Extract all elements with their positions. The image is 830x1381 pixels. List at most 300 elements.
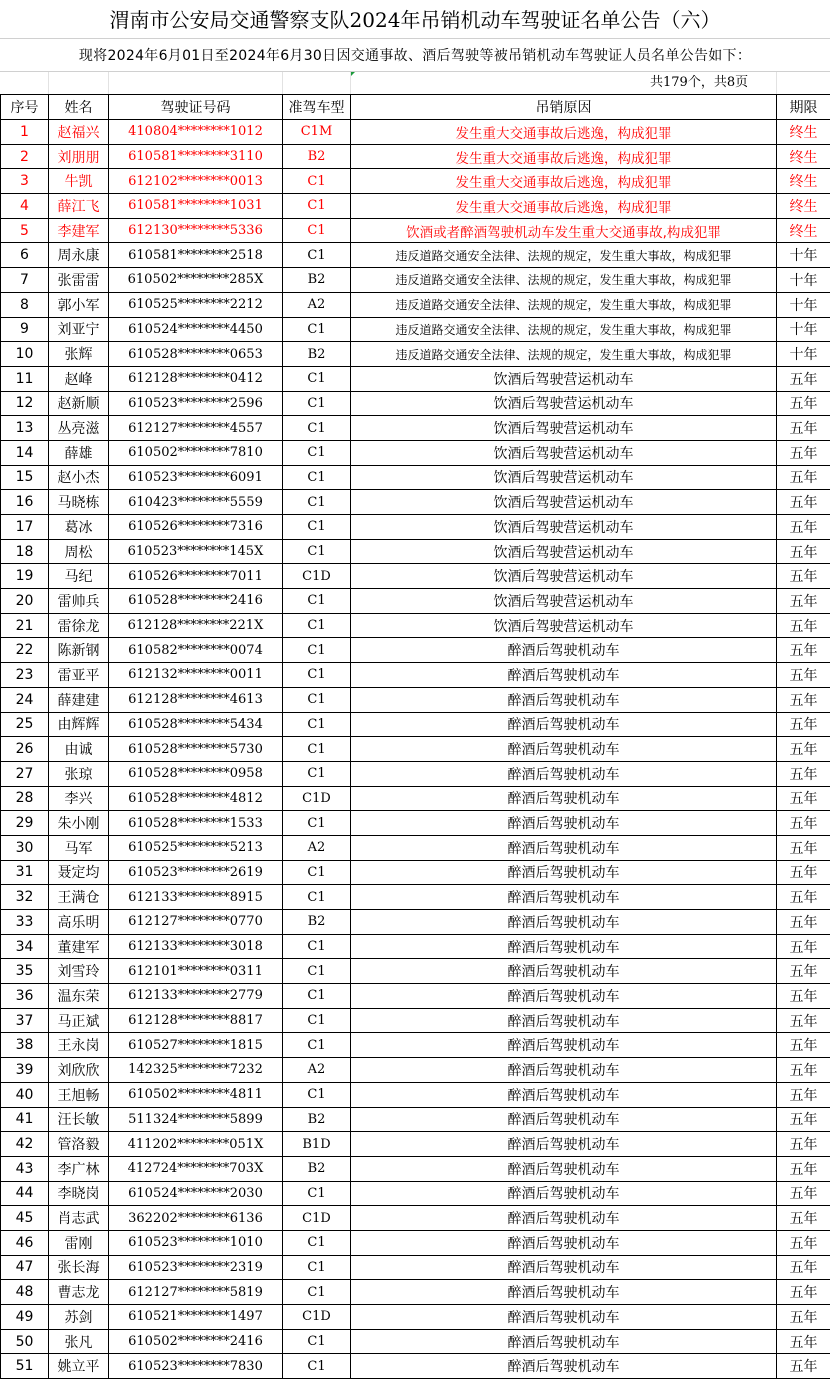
- cell-term: 五年: [777, 835, 830, 860]
- cell-vehicle-class: C1M: [283, 120, 351, 145]
- cell-reason: 醉酒后驾驶机动车: [351, 1058, 777, 1083]
- cell-reason: 饮酒后驾驶营运机动车: [351, 589, 777, 614]
- cell-reason: 发生重大交通事故后逃逸，构成犯罪: [351, 169, 777, 194]
- cell-term: 五年: [777, 613, 830, 638]
- cell-term: 五年: [777, 1206, 830, 1231]
- cell-reason: 饮酒后驾驶营运机动车: [351, 465, 777, 490]
- table-row: [1, 169, 830, 194]
- cell-vehicle-class: C1: [283, 885, 351, 910]
- cell-seq: 3: [1, 169, 49, 194]
- table-row: [1, 243, 830, 268]
- cell-name: 马军: [49, 835, 109, 860]
- cell-term: 五年: [777, 1156, 830, 1181]
- table-header-row: [1, 95, 830, 120]
- cell-vehicle-class: C1: [283, 638, 351, 663]
- cell-reason: 饮酒后驾驶营运机动车: [351, 539, 777, 564]
- cell-name: 赵小杰: [49, 465, 109, 490]
- cell-name: 温东荣: [49, 984, 109, 1009]
- cell-seq: 25: [1, 712, 49, 737]
- cell-name: 李建军: [49, 218, 109, 243]
- cell-license-no: 610528********0958: [109, 761, 283, 786]
- cell-name: 张辉: [49, 342, 109, 367]
- cell-reason: 饮酒后驾驶营运机动车: [351, 515, 777, 540]
- table-row: [1, 1305, 830, 1330]
- intro-text: 现将2024年6月01日至2024年6月30日因交通事故、酒后驾驶等被吊销机动车驾驶证人员名单公告如下：: [0, 39, 830, 72]
- cell-vehicle-class: C1: [283, 243, 351, 268]
- page-title: 渭南市公安局交通警察支队2024年吊销机动车驾驶证名单公告（六）: [0, 0, 830, 39]
- cell-name: 朱小刚: [49, 811, 109, 836]
- cell-license-no: 612133********2779: [109, 984, 283, 1009]
- table-row: [1, 292, 830, 317]
- cell-vehicle-class: C1: [283, 391, 351, 416]
- cell-reason: 饮酒后驾驶营运机动车: [351, 564, 777, 589]
- cell-name: 周永康: [49, 243, 109, 268]
- table-row: [1, 984, 830, 1009]
- cell-vehicle-class: B1D: [283, 1132, 351, 1157]
- cell-name: 刘亚宁: [49, 317, 109, 342]
- cell-name: 郭小军: [49, 292, 109, 317]
- table-row: [1, 1181, 830, 1206]
- cell-seq: 45: [1, 1206, 49, 1231]
- cell-vehicle-class: C1: [283, 218, 351, 243]
- cell-name: 张长海: [49, 1255, 109, 1280]
- table-row: [1, 761, 830, 786]
- table-row: [1, 1206, 830, 1231]
- cell-name: 王满仓: [49, 885, 109, 910]
- table-row: [1, 1329, 830, 1354]
- grid-line: [282, 72, 283, 94]
- cell-term: 五年: [777, 934, 830, 959]
- cell-license-no: 610526********7316: [109, 515, 283, 540]
- cell-seq: 7: [1, 268, 49, 293]
- table-row: [1, 1107, 830, 1132]
- cell-reason: 发生重大交通事故后逃逸，构成犯罪: [351, 194, 777, 219]
- header-seq: 序号: [1, 95, 49, 120]
- cell-term: 五年: [777, 687, 830, 712]
- cell-vehicle-class: B2: [283, 1107, 351, 1132]
- cell-reason: 醉酒后驾驶机动车: [351, 835, 777, 860]
- cell-reason: 饮酒后驾驶营运机动车: [351, 490, 777, 515]
- cell-license-no: 511324********5899: [109, 1107, 283, 1132]
- cell-name: 雷亚平: [49, 663, 109, 688]
- cell-term: 五年: [777, 984, 830, 1009]
- cell-reason: 发生重大交通事故后逃逸，构成犯罪: [351, 144, 777, 169]
- cell-vehicle-class: C1: [283, 737, 351, 762]
- cell-reason: 违反道路交通安全法律、法规的规定，发生重大事故，构成犯罪: [351, 243, 777, 268]
- cell-term: 五年: [777, 1082, 830, 1107]
- cell-reason: 醉酒后驾驶机动车: [351, 786, 777, 811]
- cell-seq: 13: [1, 416, 49, 441]
- cell-term: 五年: [777, 860, 830, 885]
- cell-seq: 1: [1, 120, 49, 145]
- cell-name: 张琼: [49, 761, 109, 786]
- cell-vehicle-class: C1: [283, 761, 351, 786]
- cell-reason: 醉酒后驾驶机动车: [351, 1230, 777, 1255]
- cell-name: 雷帅兵: [49, 589, 109, 614]
- cell-term: 五年: [777, 959, 830, 984]
- cell-reason: 醉酒后驾驶机动车: [351, 885, 777, 910]
- table-row: [1, 712, 830, 737]
- table-row: [1, 490, 830, 515]
- cell-seq: 19: [1, 564, 49, 589]
- cell-term: 五年: [777, 564, 830, 589]
- cell-vehicle-class: C1: [283, 984, 351, 1009]
- cell-seq: 4: [1, 194, 49, 219]
- cell-name: 苏剑: [49, 1305, 109, 1330]
- cell-term: 五年: [777, 1033, 830, 1058]
- header-name: 姓名: [49, 95, 109, 120]
- cell-term: 终生: [777, 120, 830, 145]
- cell-name: 薛江飞: [49, 194, 109, 219]
- cell-name: 刘雪玲: [49, 959, 109, 984]
- table-row: [1, 1230, 830, 1255]
- cell-name: 马晓栋: [49, 490, 109, 515]
- cell-license-no: 610502********285X: [109, 268, 283, 293]
- cell-license-no: 610524********4450: [109, 317, 283, 342]
- cell-vehicle-class: C1: [283, 934, 351, 959]
- cell-name: 马正斌: [49, 1008, 109, 1033]
- cell-reason: 醉酒后驾驶机动车: [351, 959, 777, 984]
- cell-reason: 醉酒后驾驶机动车: [351, 737, 777, 762]
- table-row: [1, 440, 830, 465]
- cell-reason: 醉酒后驾驶机动车: [351, 1008, 777, 1033]
- cell-seq: 40: [1, 1082, 49, 1107]
- cell-reason: 违反道路交通安全法律、法规的规定，发生重大事故，构成犯罪: [351, 317, 777, 342]
- cell-license-no: 362202********6136: [109, 1206, 283, 1231]
- cell-term: 五年: [777, 663, 830, 688]
- cell-seq: 51: [1, 1354, 49, 1379]
- cell-name: 马纪: [49, 564, 109, 589]
- cell-name: 姚立平: [49, 1354, 109, 1379]
- cell-license-no: 610521********1497: [109, 1305, 283, 1330]
- cell-name: 葛冰: [49, 515, 109, 540]
- cell-seq: 26: [1, 737, 49, 762]
- cell-seq: 5: [1, 218, 49, 243]
- cell-reason: 醉酒后驾驶机动车: [351, 1206, 777, 1231]
- cell-seq: 37: [1, 1008, 49, 1033]
- cell-seq: 24: [1, 687, 49, 712]
- cell-reason: 醉酒后驾驶机动车: [351, 1354, 777, 1379]
- cell-seq: 2: [1, 144, 49, 169]
- table-row: [1, 218, 830, 243]
- cell-seq: 22: [1, 638, 49, 663]
- cell-reason: 醉酒后驾驶机动车: [351, 984, 777, 1009]
- cell-reason: 醉酒后驾驶机动车: [351, 1255, 777, 1280]
- cell-term: 五年: [777, 465, 830, 490]
- cell-term: 五年: [777, 1280, 830, 1305]
- cell-name: 牛凯: [49, 169, 109, 194]
- cell-name: 薛雄: [49, 440, 109, 465]
- cell-license-no: 612133********3018: [109, 934, 283, 959]
- cell-reason: 醉酒后驾驶机动车: [351, 1132, 777, 1157]
- cell-license-no: 612127********5819: [109, 1280, 283, 1305]
- cell-vehicle-class: C1: [283, 1280, 351, 1305]
- cell-seq: 42: [1, 1132, 49, 1157]
- cell-term: 终生: [777, 144, 830, 169]
- cell-license-no: 411202********051X: [109, 1132, 283, 1157]
- cell-vehicle-class: C1: [283, 1082, 351, 1107]
- table-row: [1, 1280, 830, 1305]
- cell-term: 五年: [777, 638, 830, 663]
- cell-seq: 33: [1, 910, 49, 935]
- table-row: [1, 194, 830, 219]
- cell-license-no: 610523********2619: [109, 860, 283, 885]
- cell-vehicle-class: A2: [283, 1058, 351, 1083]
- header-license-no: 驾驶证号码: [109, 95, 283, 120]
- cell-reason: 醉酒后驾驶机动车: [351, 934, 777, 959]
- cell-reason: 醉酒后驾驶机动车: [351, 1156, 777, 1181]
- cell-name: 张凡: [49, 1329, 109, 1354]
- table-row: [1, 1132, 830, 1157]
- cell-reason: 醉酒后驾驶机动车: [351, 1329, 777, 1354]
- cell-term: 五年: [777, 589, 830, 614]
- cell-license-no: 612132********0011: [109, 663, 283, 688]
- cell-seq: 17: [1, 515, 49, 540]
- cell-term: 五年: [777, 490, 830, 515]
- cell-vehicle-class: C1: [283, 613, 351, 638]
- cell-term: 五年: [777, 1329, 830, 1354]
- cell-license-no: 610581********2518: [109, 243, 283, 268]
- cell-reason: 醉酒后驾驶机动车: [351, 910, 777, 935]
- cell-seq: 11: [1, 366, 49, 391]
- cell-license-no: 610502********4811: [109, 1082, 283, 1107]
- cell-term: 五年: [777, 1132, 830, 1157]
- cell-license-no: 612128********221X: [109, 613, 283, 638]
- cell-vehicle-class: C1: [283, 440, 351, 465]
- cell-license-no: 610502********7810: [109, 440, 283, 465]
- cell-name: 刘欣欣: [49, 1058, 109, 1083]
- cell-license-no: 610525********5213: [109, 835, 283, 860]
- cell-vehicle-class: C1: [283, 1181, 351, 1206]
- cell-term: 五年: [777, 786, 830, 811]
- cell-term: 终生: [777, 194, 830, 219]
- cell-license-no: 610527********1815: [109, 1033, 283, 1058]
- cell-term: 五年: [777, 885, 830, 910]
- cell-license-no: 610523********2596: [109, 391, 283, 416]
- table-row: [1, 465, 830, 490]
- cell-reason: 醉酒后驾驶机动车: [351, 663, 777, 688]
- cell-vehicle-class: C1: [283, 1255, 351, 1280]
- cell-license-no: 610525********2212: [109, 292, 283, 317]
- cell-reason: 违反道路交通安全法律、法规的规定，发生重大事故，构成犯罪: [351, 342, 777, 367]
- cell-vehicle-class: C1: [283, 490, 351, 515]
- cell-reason: 违反道路交通安全法律、法规的规定，发生重大事故，构成犯罪: [351, 268, 777, 293]
- cell-reason: 饮酒或者醉酒驾驶机动车发生重大交通事故,构成犯罪: [351, 218, 777, 243]
- cell-vehicle-class: C1: [283, 465, 351, 490]
- cell-term: 五年: [777, 1354, 830, 1379]
- cell-license-no: 612127********4557: [109, 416, 283, 441]
- cell-vehicle-class: C1: [283, 1230, 351, 1255]
- grid-line: [776, 72, 777, 94]
- cell-name: 肖志武: [49, 1206, 109, 1231]
- cell-vehicle-class: C1: [283, 663, 351, 688]
- cell-term: 十年: [777, 292, 830, 317]
- cell-reason: 饮酒后驾驶营运机动车: [351, 613, 777, 638]
- cell-term: 十年: [777, 268, 830, 293]
- table-row: [1, 835, 830, 860]
- cell-term: 五年: [777, 737, 830, 762]
- cell-name: 赵峰: [49, 366, 109, 391]
- cell-seq: 16: [1, 490, 49, 515]
- header-vehicle-class: 准驾车型: [283, 95, 351, 120]
- cell-vehicle-class: C1: [283, 1008, 351, 1033]
- cell-name: 李晓岗: [49, 1181, 109, 1206]
- cell-seq: 32: [1, 885, 49, 910]
- cell-vehicle-class: B2: [283, 1156, 351, 1181]
- cell-term: 五年: [777, 1181, 830, 1206]
- cell-term: 终生: [777, 169, 830, 194]
- cell-license-no: 610581********1031: [109, 194, 283, 219]
- cell-term: 五年: [777, 1058, 830, 1083]
- cell-vehicle-class: B2: [283, 342, 351, 367]
- table-row: [1, 268, 830, 293]
- header-term: 期限: [777, 95, 830, 120]
- cell-name: 管洛毅: [49, 1132, 109, 1157]
- cell-seq: 23: [1, 663, 49, 688]
- table-row: [1, 1033, 830, 1058]
- cell-vehicle-class: C1D: [283, 1305, 351, 1330]
- cell-license-no: 612101********0311: [109, 959, 283, 984]
- cell-vehicle-class: C1: [283, 416, 351, 441]
- summary-row: [0, 72, 830, 94]
- table-row: [1, 663, 830, 688]
- cell-term: 五年: [777, 1107, 830, 1132]
- header-reason: 吊销原因: [351, 95, 777, 120]
- cell-seq: 49: [1, 1305, 49, 1330]
- cell-reason: 醉酒后驾驶机动车: [351, 860, 777, 885]
- cell-name: 董建军: [49, 934, 109, 959]
- cell-license-no: 610524********2030: [109, 1181, 283, 1206]
- cell-name: 汪长敏: [49, 1107, 109, 1132]
- cell-reason: 醉酒后驾驶机动车: [351, 638, 777, 663]
- table-row: [1, 959, 830, 984]
- table-row: [1, 564, 830, 589]
- cell-seq: 6: [1, 243, 49, 268]
- cell-vehicle-class: C1: [283, 712, 351, 737]
- cell-vehicle-class: B2: [283, 268, 351, 293]
- cell-term: 五年: [777, 1255, 830, 1280]
- cell-term: 五年: [777, 1230, 830, 1255]
- cell-name: 刘朋朋: [49, 144, 109, 169]
- table-row: [1, 687, 830, 712]
- cell-license-no: 612128********0412: [109, 366, 283, 391]
- table-body: [1, 120, 830, 1379]
- cell-reason: 醉酒后驾驶机动车: [351, 1305, 777, 1330]
- cell-vehicle-class: C1: [283, 539, 351, 564]
- cell-vehicle-class: C1D: [283, 564, 351, 589]
- cell-term: 五年: [777, 539, 830, 564]
- revocation-table: [0, 94, 830, 1379]
- cell-vehicle-class: C1: [283, 1329, 351, 1354]
- cell-term: 五年: [777, 811, 830, 836]
- cell-term: 终生: [777, 218, 830, 243]
- cell-name: 李兴: [49, 786, 109, 811]
- table-row: [1, 1255, 830, 1280]
- cell-seq: 21: [1, 613, 49, 638]
- cell-license-no: 612128********4613: [109, 687, 283, 712]
- cell-license-no: 610523********1010: [109, 1230, 283, 1255]
- cell-seq: 28: [1, 786, 49, 811]
- table-row: [1, 737, 830, 762]
- cell-seq: 41: [1, 1107, 49, 1132]
- table-row: [1, 613, 830, 638]
- cell-name: 赵福兴: [49, 120, 109, 145]
- cell-seq: 18: [1, 539, 49, 564]
- cell-reason: 醉酒后驾驶机动车: [351, 761, 777, 786]
- cell-reason: 违反道路交通安全法律、法规的规定，发生重大事故，构成犯罪: [351, 292, 777, 317]
- table-row: [1, 589, 830, 614]
- cell-name: 李广林: [49, 1156, 109, 1181]
- table-row: [1, 317, 830, 342]
- cell-term: 五年: [777, 440, 830, 465]
- cell-license-no: 610528********2416: [109, 589, 283, 614]
- cell-vehicle-class: C1: [283, 1033, 351, 1058]
- table-row: [1, 515, 830, 540]
- cell-seq: 31: [1, 860, 49, 885]
- cell-license-no: 412724********703X: [109, 1156, 283, 1181]
- cell-vehicle-class: B2: [283, 144, 351, 169]
- cell-vehicle-class: C1: [283, 515, 351, 540]
- cell-seq: 12: [1, 391, 49, 416]
- cell-license-no: 610581********3110: [109, 144, 283, 169]
- table-row: [1, 910, 830, 935]
- cell-reason: 发生重大交通事故后逃逸，构成犯罪: [351, 120, 777, 145]
- cell-license-no: 612102********0013: [109, 169, 283, 194]
- cell-vehicle-class: C1: [283, 194, 351, 219]
- cell-license-no: 610528********5730: [109, 737, 283, 762]
- table-row: [1, 934, 830, 959]
- cell-term: 五年: [777, 391, 830, 416]
- cell-name: 丛亮滋: [49, 416, 109, 441]
- cell-name: 张雷雷: [49, 268, 109, 293]
- cell-reason: 醉酒后驾驶机动车: [351, 1107, 777, 1132]
- cell-name: 聂定均: [49, 860, 109, 885]
- cell-vehicle-class: B2: [283, 910, 351, 935]
- cell-seq: 48: [1, 1280, 49, 1305]
- table-row: [1, 1156, 830, 1181]
- cell-license-no: 610523********145X: [109, 539, 283, 564]
- cell-reason: 醉酒后驾驶机动车: [351, 712, 777, 737]
- cell-seq: 36: [1, 984, 49, 1009]
- cell-vehicle-class: C1D: [283, 1206, 351, 1231]
- cell-license-no: 610528********1533: [109, 811, 283, 836]
- table-row: [1, 1008, 830, 1033]
- cell-license-no: 610528********4812: [109, 786, 283, 811]
- cell-term: 五年: [777, 515, 830, 540]
- cell-term: 十年: [777, 243, 830, 268]
- cell-name: 雷刚: [49, 1230, 109, 1255]
- table-row: [1, 416, 830, 441]
- cell-term: 五年: [777, 910, 830, 935]
- cell-seq: 47: [1, 1255, 49, 1280]
- cell-seq: 46: [1, 1230, 49, 1255]
- cell-reason: 饮酒后驾驶营运机动车: [351, 416, 777, 441]
- cell-vehicle-class: C1: [283, 959, 351, 984]
- table-row: [1, 638, 830, 663]
- cell-term: 五年: [777, 366, 830, 391]
- cell-term: 十年: [777, 317, 830, 342]
- cell-seq: 43: [1, 1156, 49, 1181]
- cell-license-no: 612133********8915: [109, 885, 283, 910]
- table-row: [1, 860, 830, 885]
- table-row: [1, 539, 830, 564]
- cell-term: 五年: [777, 416, 830, 441]
- cell-vehicle-class: C1: [283, 687, 351, 712]
- cell-seq: 38: [1, 1033, 49, 1058]
- cell-seq: 27: [1, 761, 49, 786]
- table-row: [1, 120, 830, 145]
- cell-license-no: 410804********1012: [109, 120, 283, 145]
